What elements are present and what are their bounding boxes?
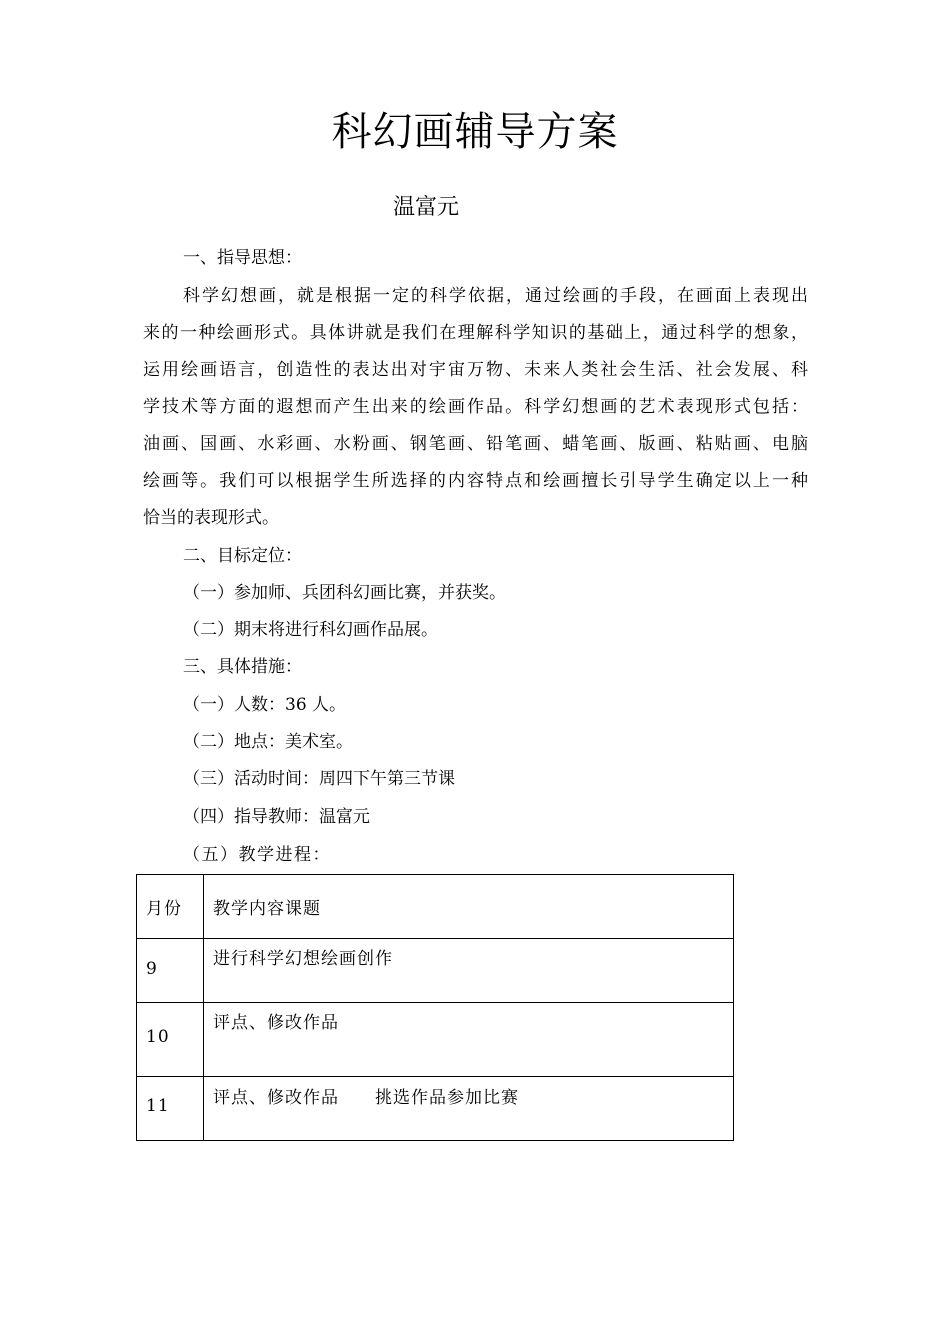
paragraph-line: 学技术等方面的遐想而产生出来的绘画作品。科学幻想画的艺术表现形式包括： [143,397,808,417]
section-heading-guiding-ideas: 一、指导思想： [183,248,302,268]
goal-item: （一）参加师、兵团科幻画比赛，并获奖。 [183,583,506,603]
paragraph-line: 油画、国画、水彩画、水粉画、钢笔画、铅笔画、蜡笔画、版画、粘贴画、电脑 [143,434,808,454]
paragraph-line: 绘画等。我们可以根据学生所选择的内容特点和绘画擅长引导学生确定以上一种 [143,471,808,491]
header-content-label: 教学内容课题 [213,899,321,919]
measure-item: （二）地点：美术室。 [183,732,353,752]
content-value: 进行科学幻想绘画创作 [213,949,393,969]
table-cell [204,1077,734,1141]
measure-item: （五）教学进程： [183,845,331,865]
table-cell [137,1003,204,1077]
goal-item: （二）期末将进行科幻画作品展。 [183,620,438,640]
table-row [137,1077,734,1141]
month-value: 11 [146,1096,170,1116]
table-header-row [137,875,734,939]
table-cell [204,939,734,1003]
table-header-cell [204,875,734,939]
measure-item: （四）指导教师：温富元 [183,807,370,827]
table-cell [137,1077,204,1141]
measure-item: （一）人数：36 人。 [183,695,347,715]
table-header-cell [137,875,204,939]
month-value: 9 [146,959,158,979]
table-cell [137,939,204,1003]
table-row [137,939,734,1003]
paragraph-line: 科学幻想画，就是根据一定的科学依据，通过绘画的手段，在画面上表现出 [183,286,808,306]
table-cell [204,1003,734,1077]
teaching-progress-table [136,874,734,1141]
month-value: 10 [146,1027,170,1047]
paragraph-line: 运用绘画语言，创造性的表达出对宇宙万物、未来人类社会生活、社会发展、科 [143,360,808,380]
table-row [137,1003,734,1077]
section-heading-goals: 二、目标定位： [183,546,302,566]
content-value: 评点、修改作品 挑选作品参加比赛 [213,1088,519,1108]
document-title: 科幻画辅导方案 [331,109,619,155]
section-heading-measures: 三、具体措施： [183,657,302,677]
content-value: 评点、修改作品 [213,1013,339,1033]
paragraph-line: 来的一种绘画形式。具体讲就是我们在理解科学知识的基础上，通过科学的想象， [143,323,808,343]
header-month-label: 月份 [146,899,182,919]
document-author: 温富元 [393,195,460,220]
measure-item: （三）活动时间：周四下午第三节课 [183,769,455,789]
paragraph-line: 恰当的表现形式。 [143,508,279,528]
